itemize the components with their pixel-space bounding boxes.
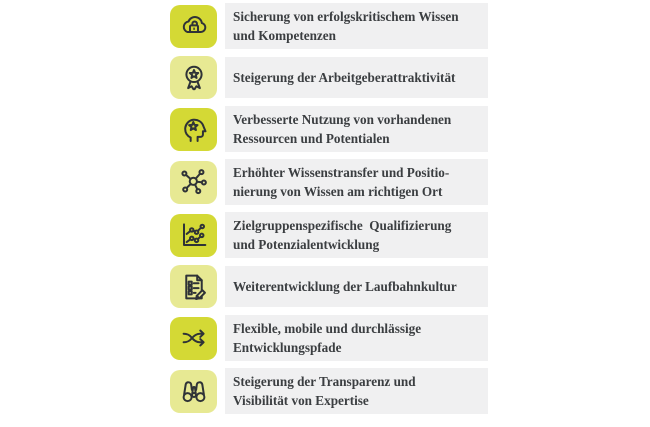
benefit-line: Steigerung der Arbeitgeberattraktivität — [233, 70, 456, 85]
list-item — [170, 368, 488, 414]
benefit-text-bar — [225, 266, 488, 307]
benefit-line: nierung von Wissen am richtigen Ort — [233, 184, 443, 199]
benefit-line: Flexible, mobile und durchlässige — [233, 321, 422, 336]
icon-tile — [170, 108, 217, 151]
benefit-text-bar — [225, 57, 488, 98]
benefit-line: Ressourcen und Potentialen — [233, 131, 390, 146]
cloud-lock-icon — [178, 10, 210, 42]
icon-tile — [170, 265, 217, 308]
benefit-text-bar — [225, 106, 488, 152]
icon-tile — [170, 317, 217, 360]
document-pencil-icon — [178, 271, 210, 303]
icon-tile — [170, 56, 217, 99]
list-item — [170, 315, 488, 361]
icon-tile — [170, 161, 217, 204]
list-item — [170, 106, 488, 152]
benefit-text-bar — [225, 212, 488, 258]
benefit-line: Visibilität von Expertise — [233, 393, 369, 408]
list-item — [170, 3, 488, 49]
benefit-text-bar — [225, 159, 488, 205]
benefit-line: Weiterentwicklung der Laufbahnkultur — [233, 279, 457, 294]
benefit-text-bar — [225, 368, 488, 414]
benefit-line: Entwicklungspfade — [233, 340, 342, 355]
benefit-text-bar — [225, 3, 488, 49]
benefit-text-bar — [225, 315, 488, 361]
binoculars-icon — [178, 375, 210, 407]
icon-tile — [170, 214, 217, 257]
list-item — [170, 159, 488, 205]
icon-tile — [170, 5, 217, 48]
list-item — [170, 212, 488, 258]
benefit-line: Steigerung der Transparenz und — [233, 374, 416, 389]
benefit-line: Zielgruppenspezifische Qualifizierung — [233, 218, 452, 233]
benefit-line: Sicherung von erfolgskritischem Wissen — [233, 9, 459, 24]
benefits-infographic — [170, 3, 488, 414]
benefit-line: Erhöhter Wissenstransfer und Positio- — [233, 165, 450, 180]
line-chart-icon — [178, 219, 210, 251]
benefit-line: und Kompetenzen — [233, 28, 336, 43]
list-item — [170, 265, 488, 308]
benefit-line: und Potenzialentwicklung — [233, 237, 380, 252]
shuffle-arrows-icon — [178, 322, 210, 354]
award-medal-icon — [178, 62, 210, 94]
network-nodes-icon — [178, 166, 210, 198]
head-star-icon — [178, 113, 210, 145]
icon-tile — [170, 370, 217, 413]
list-item — [170, 56, 488, 99]
benefit-line: Verbesserte Nutzung von vorhandenen — [233, 112, 452, 127]
